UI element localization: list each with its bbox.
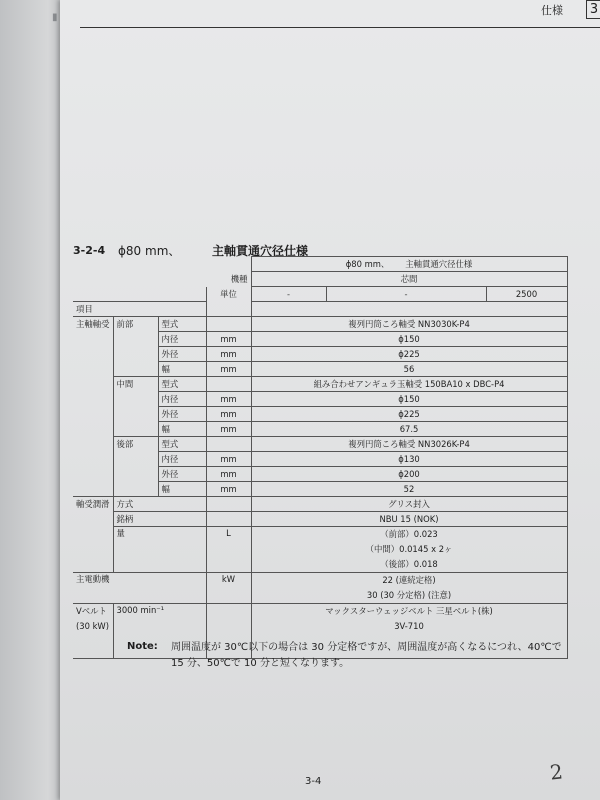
header-spec: ϕ80 mm、	[345, 258, 390, 269]
method-value: グリス封入	[251, 497, 567, 512]
table-row	[73, 482, 567, 497]
row-unit: mm	[206, 332, 251, 347]
handwritten-mark: 2	[548, 759, 564, 785]
section-number: 3-2-4	[73, 244, 106, 257]
lubrication-label: 軸受潤滑	[73, 497, 113, 512]
vbelt-sub-label: (30 kW)	[76, 621, 109, 631]
motor-label: 主電動機	[73, 573, 206, 604]
header-spec-title: 主軸貫通穴径仕様	[405, 258, 473, 269]
row-item: 外径	[158, 347, 206, 362]
row-value: 67.5	[251, 422, 567, 437]
section-diameter: ϕ80 mm、	[118, 244, 181, 258]
table-row	[73, 332, 567, 347]
table-row	[73, 317, 567, 332]
row-unit	[206, 317, 251, 332]
rear-label: 後部	[113, 437, 158, 452]
brand-value: NBU 15 (NOK)	[251, 512, 567, 527]
table-row	[73, 467, 567, 482]
table-header-row	[73, 272, 567, 287]
header-rule	[80, 27, 600, 28]
spec-table	[73, 256, 568, 659]
row-unit	[206, 437, 251, 452]
note-label: Note:	[127, 641, 158, 652]
amount-label: 量	[113, 527, 206, 573]
table-row	[73, 512, 567, 527]
method-label: 方式	[113, 497, 206, 512]
table-row	[73, 392, 567, 407]
section-title: 主軸貫通穴径仕様	[212, 244, 309, 258]
row-value: 複列円筒ころ軸受 NN3026K-P4	[251, 437, 567, 452]
unit-label: 単位	[206, 287, 251, 302]
row-value: ϕ150	[251, 332, 567, 347]
table-header-row	[73, 302, 567, 317]
bearing-label: 主軸軸受	[73, 317, 113, 332]
item-label: 項目	[73, 302, 206, 317]
table-row	[73, 377, 567, 392]
row-value: 52	[251, 482, 567, 497]
document-page	[60, 0, 600, 800]
row-item: 幅	[158, 482, 206, 497]
table-row	[73, 347, 567, 362]
amount-front: （前部）0.023	[380, 529, 438, 539]
row-item: 幅	[158, 362, 206, 377]
row-value: 56	[251, 362, 567, 377]
underlying-page: ▮	[0, 0, 80, 800]
page-number: 3-4	[305, 776, 322, 787]
table-row	[73, 422, 567, 437]
amount-middle: （中間）0.0145 x 2ヶ	[365, 544, 453, 554]
header-title: 仕様	[541, 4, 563, 17]
table-row	[73, 573, 567, 604]
motor-value-30min: 30 (30 分定格) (注意)	[366, 590, 452, 600]
note-text: 周囲温度が 30℃以下の場合は 30 分定格ですが、周囲温度が高くなるにつれ、40℃で 15 分、50℃で 10 分と短くなります。	[171, 642, 562, 669]
table-row	[73, 452, 567, 467]
row-unit: mm	[206, 347, 251, 362]
table-row	[73, 497, 567, 512]
row-value: 組み合わせアンギュラ玉軸受 150BA10 x DBC-P4	[251, 377, 567, 392]
table-row	[73, 407, 567, 422]
vbelt-label: Vベルト	[76, 606, 107, 616]
motor-value-continuous: 22 (連続定格)	[382, 575, 436, 585]
row-unit: mm	[206, 482, 251, 497]
front-label: 前部	[113, 317, 158, 332]
vbelt-model: 3V-710	[394, 621, 424, 631]
row-unit: mm	[206, 407, 251, 422]
amount-rear: （後部）0.018	[380, 559, 438, 569]
table-row	[73, 437, 567, 452]
row-value: ϕ130	[251, 452, 567, 467]
row-unit: mm	[206, 467, 251, 482]
row-unit	[206, 377, 251, 392]
row-item: 外径	[158, 407, 206, 422]
dash-cell: -	[251, 287, 326, 302]
row-unit: mm	[206, 452, 251, 467]
row-item: 型式	[158, 437, 206, 452]
row-unit: mm	[206, 362, 251, 377]
length-value: 2500	[486, 287, 567, 302]
table-row	[73, 362, 567, 377]
motor-unit: kW	[206, 573, 251, 604]
row-value: 複列円筒ころ軸受 NN3030K-P4	[251, 317, 567, 332]
row-item: 型式	[158, 377, 206, 392]
row-value: ϕ200	[251, 467, 567, 482]
row-unit: mm	[206, 392, 251, 407]
row-item: 型式	[158, 317, 206, 332]
table-header-row	[73, 257, 567, 272]
row-item: 内径	[158, 392, 206, 407]
table-header-row	[73, 287, 567, 302]
brand-label: 銘柄	[113, 512, 206, 527]
row-unit: mm	[206, 422, 251, 437]
center-label: 芯間	[251, 272, 567, 287]
row-item: 外径	[158, 467, 206, 482]
amount-unit: L	[206, 527, 251, 573]
model-label: 機種	[73, 272, 251, 287]
chapter-badge: 3	[586, 0, 600, 19]
row-item: 幅	[158, 422, 206, 437]
middle-label: 中間	[113, 377, 158, 392]
table-row	[73, 527, 567, 573]
row-value: ϕ225	[251, 407, 567, 422]
vbelt-maker: マックスターウェッジベルト 三星ベルト(株)	[325, 606, 493, 616]
row-item: 内径	[158, 332, 206, 347]
vbelt-speed: 3000 min⁻¹	[113, 604, 206, 659]
row-value: ϕ150	[251, 392, 567, 407]
row-value: ϕ225	[251, 347, 567, 362]
row-item: 内径	[158, 452, 206, 467]
dash-cell: -	[326, 287, 486, 302]
